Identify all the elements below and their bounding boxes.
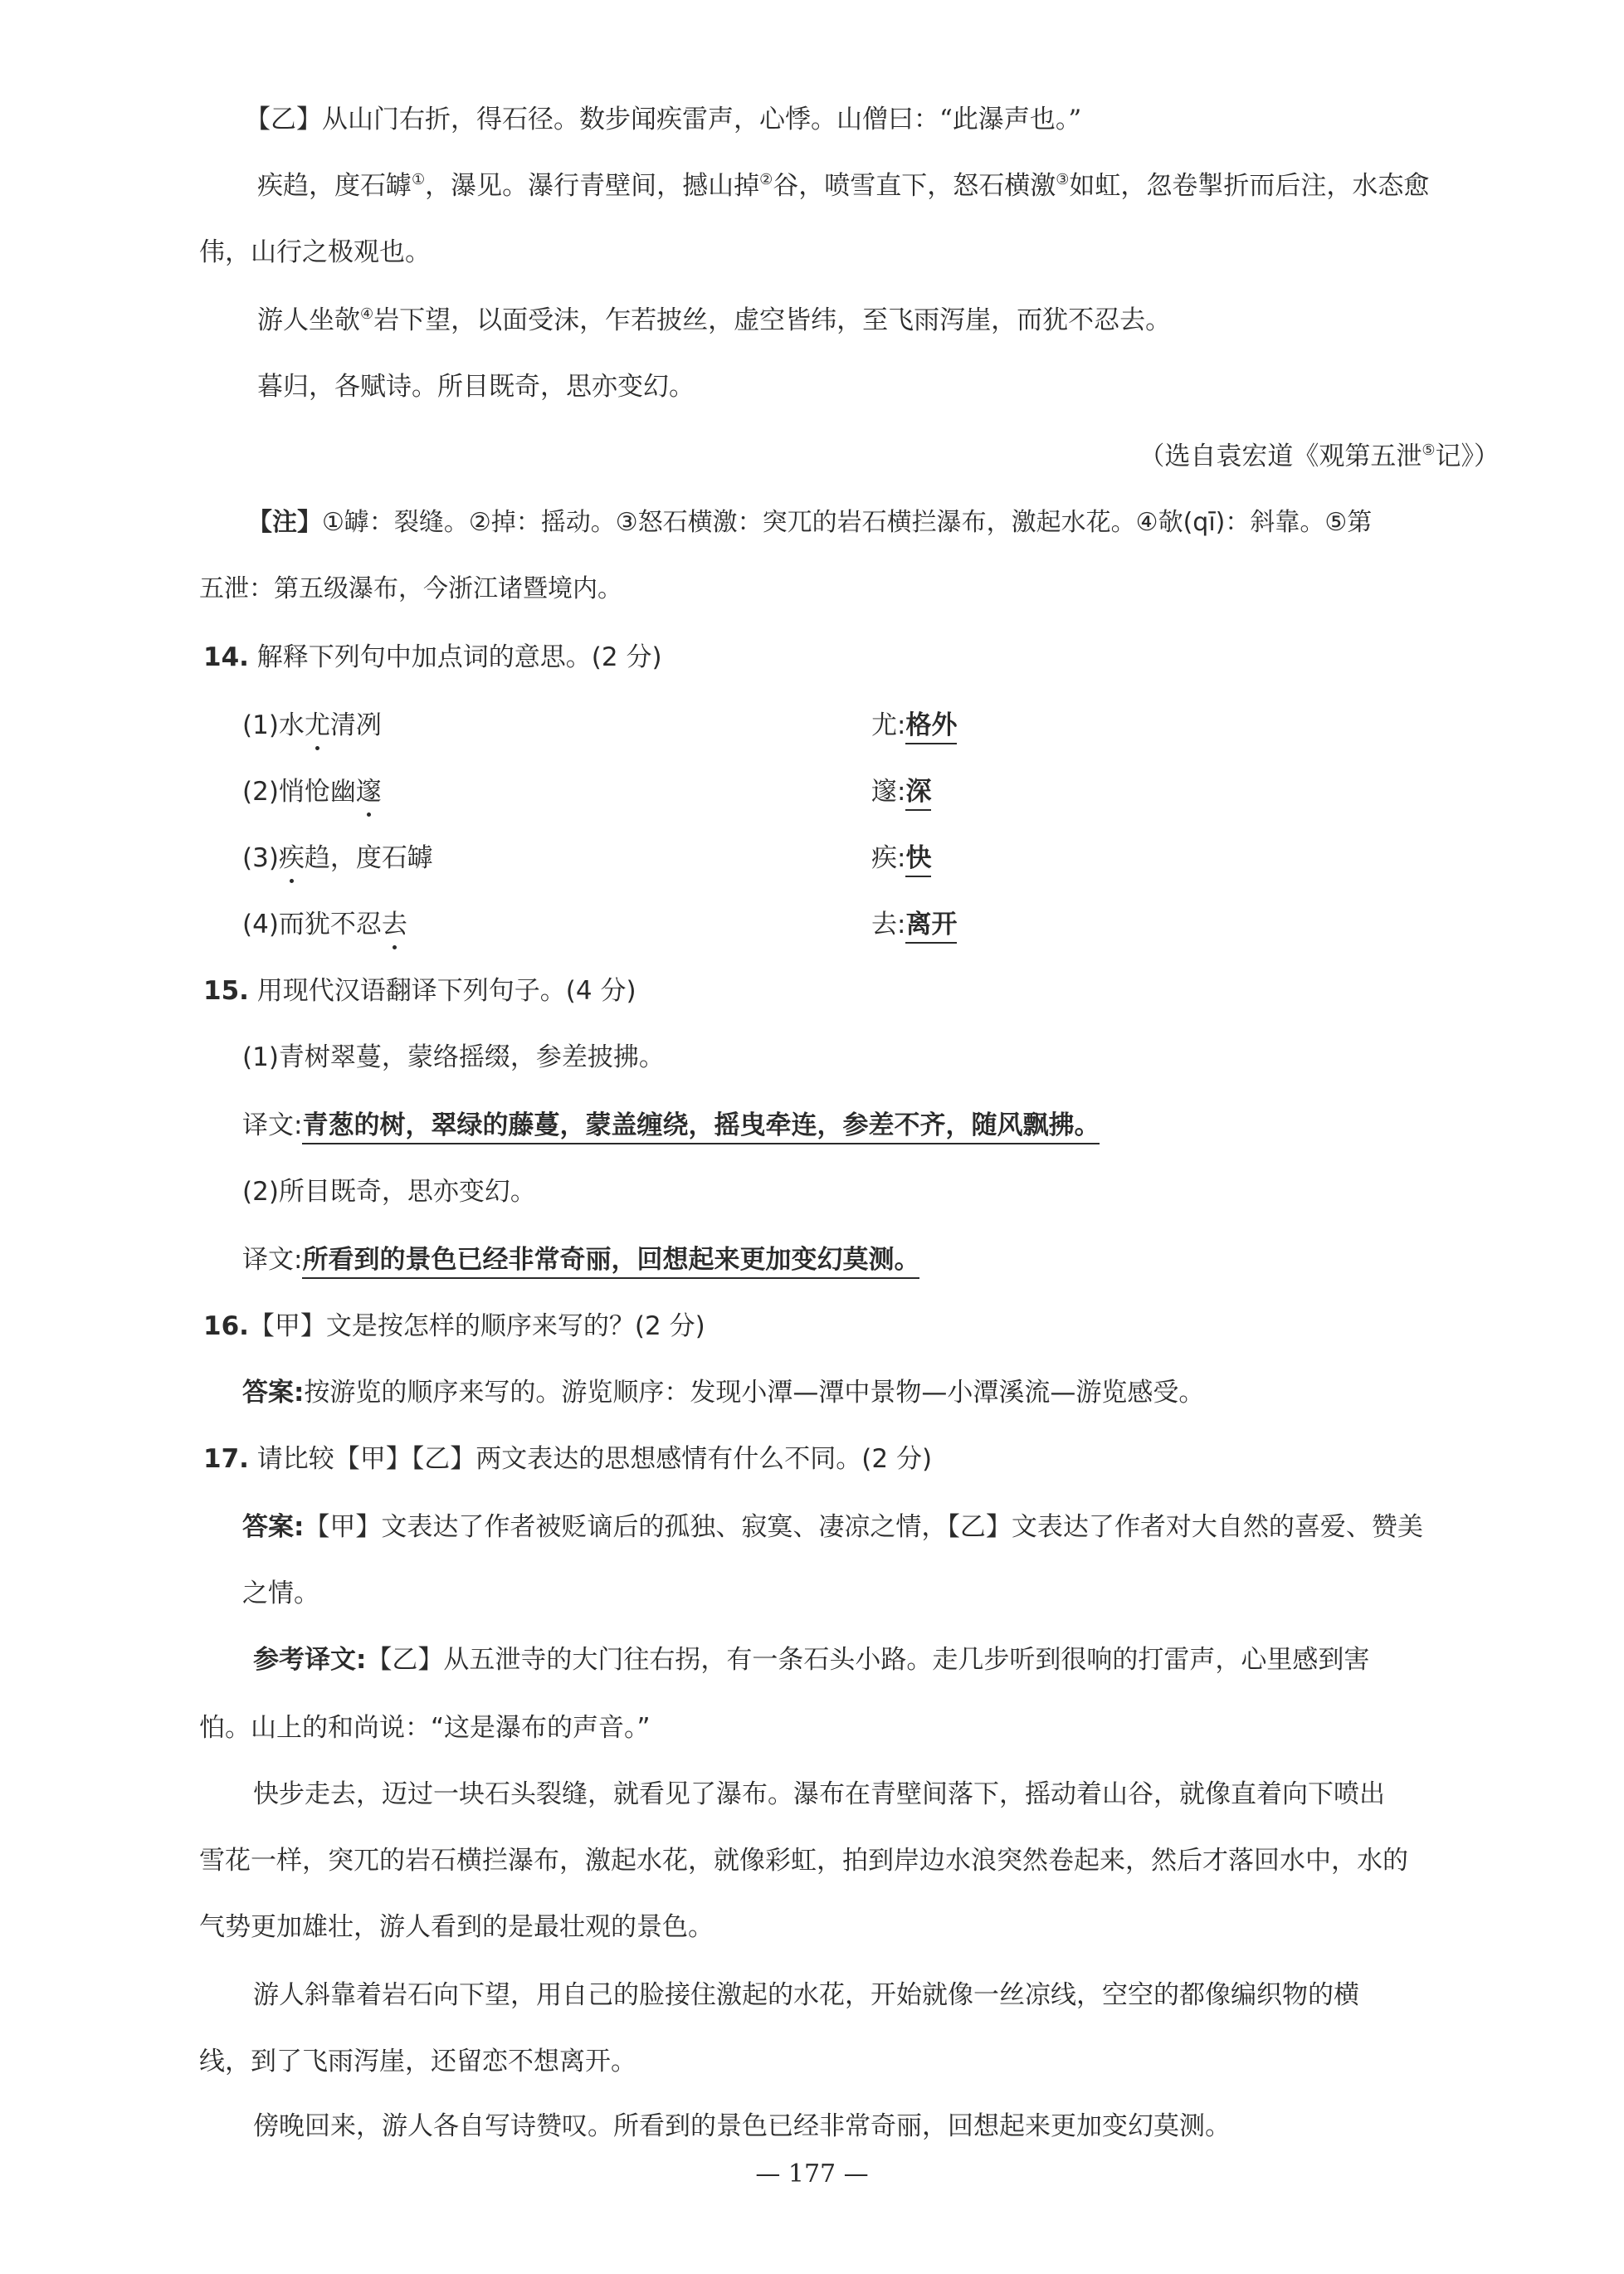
source-citation: （选自袁宏道《观第五泄⑤记》） (1139, 442, 1500, 471)
q15-translation-1: 译文:青葱的树，翠绿的藤蔓，蒙盖缠绕，摇曳牵连，参差不齐，随风飘拂。 (242, 1107, 1500, 1144)
q14-answer-2: 深 (905, 777, 931, 811)
yi-text-paragraph-1: 【乙】从山门右折，得石径。数步闻疾雷声，心悸。山僧曰：“此瀑声也。” (245, 105, 1082, 134)
q14-item-1: (1)水尤清冽 尤:格外 (242, 707, 1500, 744)
q17-answer-line-1: 答案:【甲】文表达了作者被贬谪后的孤独、寂寞、凄凉之情，【乙】文表达了作者对大自然的喜爱、赞美 (242, 1512, 1423, 1542)
q14-item-4: (4)而犹不忍去 去:离开 (242, 906, 1500, 943)
yi-text-paragraph-4: 暮归，各赋诗。所目既奇，思亦变幻。 (257, 372, 695, 402)
yi-text-paragraph-3: 游人坐欹④岩下望，以面受沫，乍若披丝，虚空皆纬，至飞雨泻崖，而犹不忍去。 (257, 305, 1172, 335)
reference-translation-line-3: 快步走去，迈过一块石头裂缝，就看见了瀑布。瀑布在青壁间落下，摇动着山谷，就像直着向下喷出 (253, 1779, 1385, 1809)
question-16: 16.【甲】文是按怎样的顺序来写的？(2 分) (203, 1311, 705, 1341)
q14-answer-1: 格外 (905, 710, 957, 744)
reference-translation-line-1: 参考译文:【乙】从五泄寺的大门往右拐，有一条石头小路。走几步听到很响的打雷声，心里感到害 (253, 1645, 1370, 1675)
yi-text-paragraph-2-line-1: 疾趋，度石罅①，瀑见。瀑行青壁间，撼山掉②谷，喷雪直下，怒石横激③如虹，忽卷掣折而后注，水态愈 (257, 171, 1430, 201)
q15-sentence-1: (1)青树翠蔓，蒙络摇缀，参差披拂。 (242, 1042, 665, 1072)
q17-answer-line-2: 之情。 (242, 1579, 319, 1608)
question-17: 17. 请比较【甲】【乙】两文表达的思想感情有什么不同。(2 分) (203, 1444, 933, 1474)
q14-item-3: (3)疾趋，度石罅 疾:快 (242, 840, 1500, 876)
q14-item-2: (2)悄怆幽邃 邃:深 (242, 773, 1500, 810)
q16-answer: 答案:按游览的顺序来写的。游览顺序：发现小潭—潭中景物—小潭溪流—游览感受。 (242, 1378, 1205, 1408)
reference-translation-line-6: 游人斜靠着岩石向下望，用自己的脸接住激起的水花，开始就像一丝凉线，空空的都像编织物的横 (253, 1980, 1359, 2010)
reference-translation-line-8: 傍晚回来，游人各自写诗赞叹。所看到的景色已经非常奇丽，回想起来更加变幻莫测。 (253, 2111, 1231, 2141)
reference-translation-line-4: 雪花一样，突兀的岩石横拦瀑布，激起水花，就像彩虹，拍到岸边水浪突然卷起来，然后才落回水中，水的 (199, 1846, 1408, 1876)
reference-translation-line-7: 线，到了飞雨泻崖，还留恋不想离开。 (199, 2047, 636, 2076)
q15-sentence-2: (2)所目既奇，思亦变幻。 (242, 1177, 536, 1207)
q15-translation-2: 译文:所看到的景色已经非常奇丽，回想起来更加变幻莫测。 (242, 1242, 1500, 1278)
notes-line-2: 五泄：第五级瀑布，今浙江诸暨境内。 (199, 574, 622, 603)
question-14: 14. 解释下列句中加点词的意思。(2 分) (203, 642, 662, 672)
notes-line-1: 【注】①罅：裂缝。②掉：摇动。③怒石横激：突兀的岩石横拦瀑布，激起水花。④欹(qī)：斜靠。⑤第 (247, 508, 1373, 537)
q14-answer-4: 离开 (905, 910, 957, 944)
q14-answer-3: 快 (905, 843, 931, 877)
reference-translation-line-2: 怕。山上的和尚说：“这是瀑布的声音。” (199, 1713, 651, 1743)
yi-text-paragraph-2-line-2: 伟，山行之极观也。 (199, 237, 431, 267)
question-15: 15. 用现代汉语翻译下列句子。(4 分) (203, 976, 636, 1006)
page-number: — 177 — (755, 2159, 869, 2189)
reference-translation-line-5: 气势更加雄壮，游人看到的是最壮观的景色。 (199, 1912, 714, 1942)
